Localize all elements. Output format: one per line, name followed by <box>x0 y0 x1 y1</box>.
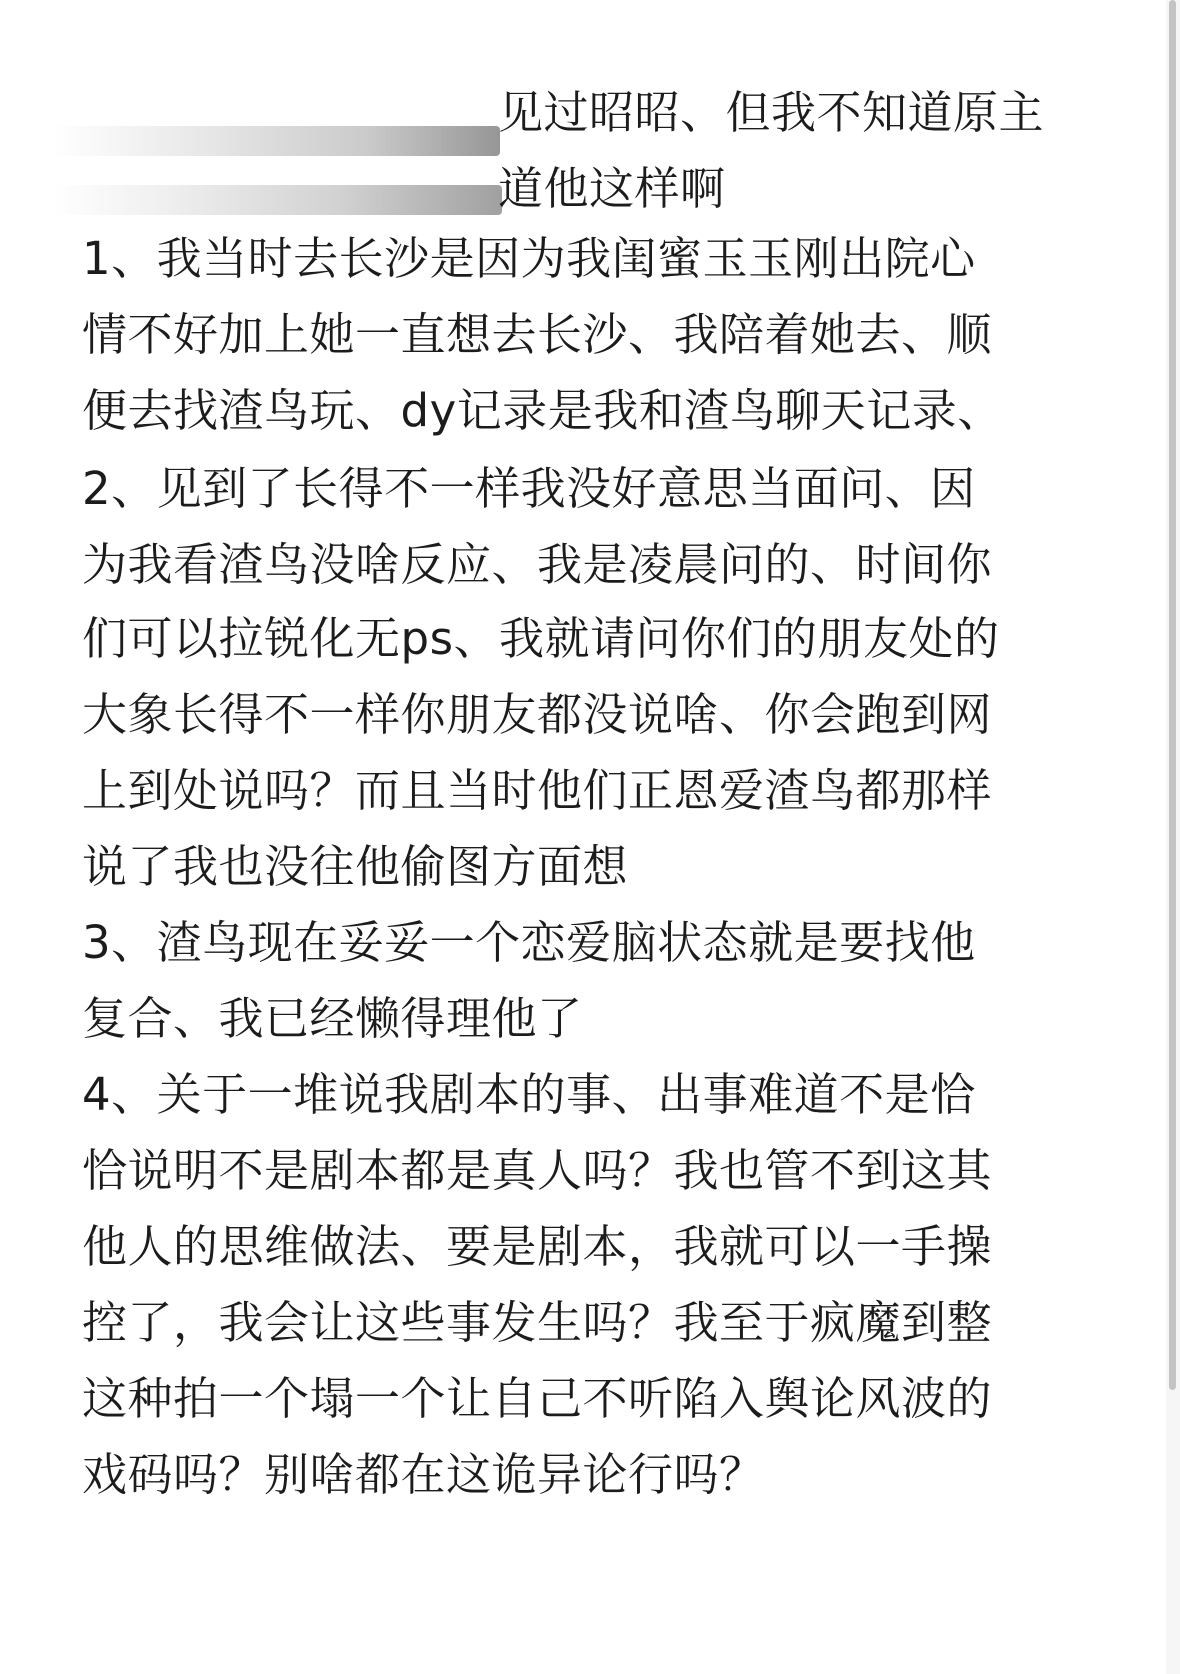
text-line: 便去找渣鸟玩、dy记录是我和渣鸟聊天记录、 <box>82 384 1003 437</box>
scrollbar-thumb[interactable] <box>1169 0 1176 1390</box>
text-line: 复合、我已经懒得理他了 <box>82 992 583 1045</box>
text-line: 4、关于一堆说我剧本的事、出事难道不是恰 <box>82 1068 976 1121</box>
text-line: 为我看渣鸟没啥反应、我是凌晨问的、时间你 <box>82 538 993 591</box>
text-line: 们可以拉锐化无ps、我就请问你们的朋友处的 <box>82 612 1000 665</box>
text-line: 1、我当时去长沙是因为我闺蜜玉玉刚出院心 <box>82 232 976 285</box>
redaction-blur <box>52 185 502 215</box>
text-line: 控了，我会让这些事发生吗？我至于疯魔到整 <box>82 1296 993 1349</box>
text-line: 2、见到了长得不一样我没好意思当面问、因 <box>82 462 976 515</box>
text-line: 3、渣鸟现在妥妥一个恋爱脑状态就是要找他 <box>82 916 976 969</box>
text-line: 见过昭昭、但我不知道原主 <box>498 86 1045 139</box>
redaction-blur <box>52 126 500 156</box>
scrollbar-track[interactable] <box>1166 0 1180 1674</box>
text-line: 说了我也没往他偷图方面想 <box>82 840 629 893</box>
text-line: 戏码吗？别啥都在这诡异论行吗？ <box>82 1448 765 1501</box>
text-line: 恰说明不是剧本都是真人吗？我也管不到这其 <box>82 1144 993 1197</box>
text-line: 他人的思维做法、要是剧本，我就可以一手操 <box>82 1220 993 1273</box>
text-line: 情不好加上她一直想去长沙、我陪着她去、顺 <box>82 308 993 361</box>
text-line: 上到处说吗？而且当时他们正恩爱渣鸟都那样 <box>82 764 993 817</box>
text-line: 这种拍一个塌一个让自己不听陷入舆论风波的 <box>82 1372 993 1425</box>
text-line: 大象长得不一样你朋友都没说啥、你会跑到网 <box>82 688 993 741</box>
text-line: 道他这样啊 <box>498 162 726 215</box>
